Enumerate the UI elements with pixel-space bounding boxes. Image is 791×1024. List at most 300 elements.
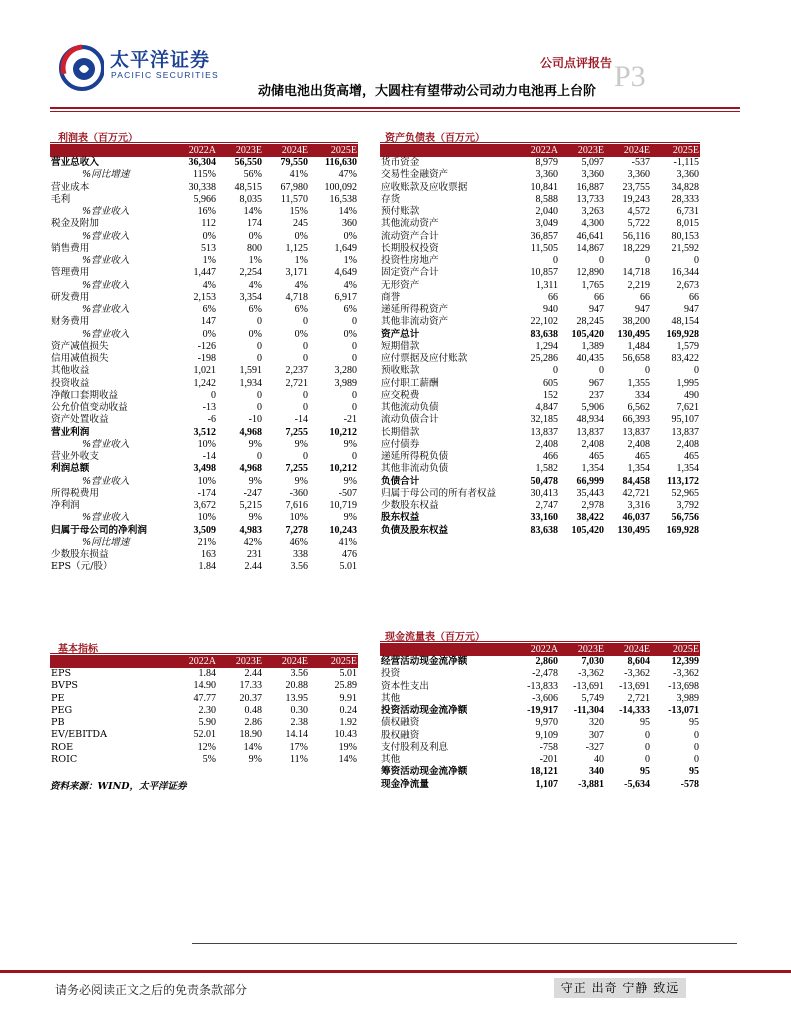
value-cell: 28,245 [576,316,604,328]
value-cell: 6,562 [627,402,650,413]
value-cell: 3.56 [290,561,308,573]
value-cell: 947 [589,304,604,315]
value-cell: 1.92 [339,717,357,728]
income-row [50,182,358,194]
value-cell: 0% [343,328,357,340]
report-type: 公司点评报告 [540,56,613,70]
row-label: 财务费用 [51,316,90,328]
value-cell: 0 [352,389,357,401]
value-cell: 4,300 [581,218,604,230]
column-header: 2025E [651,144,700,157]
value-cell: 11,570 [280,193,308,205]
value-cell: 0 [257,451,262,462]
value-cell: 466 [543,451,558,462]
value-cell: 1,934 [239,377,262,389]
column-header: 2022A [512,643,559,656]
value-cell: -13,691 [573,680,604,692]
value-cell: 10% [289,512,308,524]
row-label: 股权融资 [381,729,420,741]
value-cell: -14 [202,451,216,462]
basic-table-title: 基本指标 [58,644,98,655]
income-row [50,390,358,402]
value-cell: -198 [197,353,216,364]
income-row [50,439,358,451]
value-cell: 0 [694,741,699,753]
income-row [50,316,358,328]
value-cell: 130,495 [617,328,650,340]
value-cell: 2,721 [285,377,308,389]
value-cell: -126 [197,340,216,352]
logo-text-en: PACIFIC SECURITIES [111,70,219,80]
value-cell: 10,857 [530,267,558,279]
value-cell: 169,928 [666,328,699,340]
column-header: 2025E [309,144,358,157]
value-cell: 0.48 [244,704,262,716]
cashflow-title-line [380,641,700,642]
value-cell: 14% [243,741,262,753]
value-cell: 2,254 [239,267,262,279]
balance-row [380,329,700,341]
row-label: 其他 [381,692,401,704]
balance-row [380,390,700,402]
value-cell: 14.14 [285,729,308,741]
balance-header-row [380,144,700,157]
income-row [50,341,358,353]
value-cell: 2,747 [535,500,558,511]
value-cell: 95,107 [671,414,699,426]
cashflow-row [380,779,700,791]
value-cell: 0 [303,353,308,364]
value-cell: 0 [694,255,699,266]
value-cell: 3,989 [676,692,699,704]
value-cell: 14,718 [622,267,650,279]
income-row [50,427,358,439]
cashflow-table [380,643,700,791]
value-cell: 307 [589,729,604,741]
value-cell: 6,731 [676,206,699,217]
value-cell: -3,606 [532,692,558,704]
value-cell: 0 [257,316,262,328]
basic-row [50,668,358,680]
value-cell: 3,792 [676,500,699,511]
value-cell: 14,867 [576,242,604,254]
value-cell: 1,484 [627,340,650,352]
value-cell: 8,979 [535,157,558,168]
basic-row [50,742,358,754]
basic-row [50,717,358,729]
row-label: 预付账款 [381,206,420,217]
value-cell: 3,512 [193,426,216,438]
value-cell: 0 [553,255,558,266]
column-header: 2024E [263,144,309,157]
row-label: 应付职工薪酬 [381,377,439,389]
value-cell: 3,360 [676,169,699,181]
income-row [50,292,358,304]
value-cell: -537 [631,157,650,168]
row-label: 其他收益 [51,365,90,377]
value-cell: 56,116 [622,230,650,242]
value-cell: 2.86 [244,717,262,728]
value-cell: 56% [243,169,262,181]
value-cell: 338 [293,549,308,560]
value-cell: 105,420 [571,524,604,536]
column-header: 2022A [512,144,559,157]
cashflow-table-title: 现金流量表（百万元） [385,632,485,643]
balance-row [380,267,700,279]
value-cell: 2,408 [581,438,604,450]
value-cell: -19,917 [527,705,558,716]
value-cell: 14.90 [193,680,216,692]
income-header-row [50,144,358,157]
cashflow-header-row [380,643,700,656]
column-header: 2022A [170,655,217,668]
value-cell: 30,413 [530,487,558,499]
balance-row [380,292,700,304]
row-label: 支付股利及利息 [381,741,449,753]
value-cell: -327 [585,741,604,753]
value-cell: 237 [589,389,604,401]
value-cell: 0 [645,754,650,765]
row-label: 货币资金 [381,157,420,168]
value-cell: 3,049 [535,218,558,230]
value-cell: 1.84 [198,668,216,679]
value-cell: 2,673 [676,279,699,291]
value-cell: 95 [640,717,650,729]
value-cell: 1,582 [535,463,558,475]
value-cell: 2,237 [285,365,308,377]
value-cell: 105,420 [571,328,604,340]
basic-row [50,680,358,692]
value-cell: 21% [197,536,216,548]
value-cell: 9% [248,475,262,487]
value-cell: 3,498 [193,463,216,475]
income-row [50,267,358,279]
row-label: 投资活动现金流净额 [381,705,468,716]
value-cell: 40,435 [576,353,604,364]
value-cell: 41% [289,169,308,181]
value-cell: 1% [343,255,357,266]
value-cell: 42% [243,536,262,548]
value-cell: 6% [202,304,216,315]
balance-row [380,525,700,537]
income-row [50,488,358,500]
row-label: 营业成本 [51,181,90,193]
value-cell: 23,755 [622,181,650,193]
value-cell: 113,172 [667,475,699,487]
row-label: 应付票据及应付账款 [381,353,468,364]
row-label: EPS（元/股） [51,561,113,573]
company-logo [58,44,218,94]
row-label: PB [51,717,65,728]
value-cell: 3.56 [290,668,308,679]
value-cell: 8,604 [627,656,650,667]
row-label: 递延所得税资产 [381,304,449,315]
value-cell: 1,354 [581,463,604,475]
value-cell: 18.90 [239,729,262,741]
value-cell: 1,242 [193,377,216,389]
value-cell: 0% [202,230,216,242]
balance-row [380,243,700,255]
value-cell: 9,109 [535,729,558,741]
value-cell: 52.01 [193,729,216,741]
row-label: 流动负债合计 [381,414,439,426]
value-cell: 5,966 [193,193,216,205]
value-cell: 5,215 [239,500,262,511]
balance-row [380,280,700,292]
balance-title-line [380,142,700,143]
value-cell: 66 [548,291,558,303]
value-cell: 4,983 [239,524,262,536]
row-label: 长期借款 [381,426,420,438]
value-cell: 1,649 [334,242,357,254]
balance-row [380,182,700,194]
value-cell: 4,968 [239,463,262,475]
value-cell: 12% [197,741,216,753]
income-row [50,255,358,267]
value-cell: 0 [257,389,262,401]
value-cell: 1,294 [535,340,558,352]
row-label: 少数股东权益 [381,500,439,511]
value-cell: 28,333 [671,193,699,205]
value-cell: 10,841 [530,181,558,193]
value-cell: 10,212 [329,426,357,438]
row-label: 毛利 [51,193,71,205]
row-label: 资产处置收益 [51,414,109,426]
row-label: 所得税费用 [51,487,99,499]
value-cell: -13 [202,402,216,413]
column-header: 2024E [605,643,651,656]
value-cell: 41% [338,536,357,548]
balance-row [380,439,700,451]
value-cell: -578 [680,778,699,790]
basic-row [50,729,358,741]
value-cell: 4% [343,279,357,291]
basic-header-row [50,655,358,668]
row-label: 净敞口套期收益 [51,389,119,401]
row-label: 营业总收入 [51,157,99,168]
value-cell: -21 [343,414,357,426]
value-cell: 80,153 [671,230,699,242]
cashflow-row [380,754,700,766]
column-header: 2025E [309,655,358,668]
value-cell: 2.44 [244,668,262,679]
column-header: 2023E [559,643,605,656]
value-cell: 10,719 [329,500,357,511]
value-cell: 174 [247,218,262,230]
value-cell: 2,408 [535,438,558,450]
row-label: 归属于母公司的所有者权益 [381,487,497,499]
income-statement-table [50,144,358,574]
value-cell: 17.33 [239,680,262,692]
basic-indicators-table [50,655,358,766]
value-cell: 8,035 [239,193,262,205]
basic-title-line [50,653,358,654]
income-row [50,157,358,169]
income-row [50,463,358,475]
balance-row [380,463,700,475]
value-cell: -6 [207,414,216,426]
row-label: BVPS [51,680,79,692]
income-row [50,476,358,488]
value-cell: 13,837 [622,426,650,438]
value-cell: 33,160 [530,512,558,524]
balance-row [380,353,700,365]
row-label: 利润总额 [51,463,90,475]
value-cell: 152 [543,389,558,401]
value-cell: 0 [599,365,604,377]
row-label: %营业收入 [82,304,130,315]
value-cell: 4% [294,279,308,291]
value-cell: 56,658 [622,353,650,364]
value-cell: 0 [694,754,699,765]
value-cell: 1,021 [193,365,216,377]
row-label: 递延所得税负债 [381,451,449,462]
row-label: %营业收入 [82,512,130,524]
value-cell: 9% [248,753,262,765]
value-cell: 947 [635,304,650,315]
row-label: 研发费用 [51,291,90,303]
row-label: 债权融资 [381,717,420,729]
value-cell: 940 [543,304,558,315]
row-label: 销售费用 [51,242,90,254]
row-label: 预收账款 [381,365,420,377]
row-label: %营业收入 [82,206,130,217]
value-cell: 0 [303,316,308,328]
value-cell: 36,304 [188,157,216,168]
income-title-line [50,142,358,143]
row-label: 营业外收支 [51,451,99,462]
value-cell: 3,989 [334,377,357,389]
row-label: 负债及股东权益 [381,524,449,536]
value-cell: 0 [645,365,650,377]
income-row [50,561,358,573]
value-cell: 0% [294,230,308,242]
value-cell: 9,970 [535,717,558,729]
value-cell: -3,362 [578,668,604,680]
cashflow-row [380,717,700,729]
value-cell: 7,255 [285,463,308,475]
value-cell: 0% [248,230,262,242]
value-cell: 3,672 [193,500,216,511]
value-cell: 2,860 [535,656,558,667]
footer-bar [0,970,791,973]
value-cell: 17% [289,741,308,753]
income-row [50,378,358,390]
header-divider [50,107,740,109]
value-cell: 14% [338,753,357,765]
value-cell: 84,458 [622,475,650,487]
row-label: 经营活动现金流净额 [381,656,468,667]
value-cell: 18,229 [622,242,650,254]
logo-text-cn: 太平洋证券 [110,49,211,71]
column-header: 2024E [263,655,309,668]
income-row [50,512,358,524]
income-row [50,353,358,365]
value-cell: 0 [257,402,262,413]
value-cell: 95 [689,717,699,729]
value-cell: 1% [248,255,262,266]
value-cell: 2,978 [581,500,604,511]
value-cell: 245 [293,218,308,230]
row-label: 少数股东损益 [51,549,109,560]
value-cell: 6% [294,304,308,315]
balance-row [380,304,700,316]
value-cell: 66,999 [576,475,604,487]
value-cell: 40 [594,754,604,765]
balance-row [380,488,700,500]
value-cell: 0 [303,402,308,413]
value-cell: 3,280 [334,365,357,377]
balance-row [380,414,700,426]
row-label: %营业收入 [82,255,130,266]
value-cell: 1% [202,255,216,266]
value-cell: 36,857 [530,230,558,242]
value-cell: 15% [289,206,308,217]
value-cell: 38,200 [622,316,650,328]
value-cell: 1,354 [627,463,650,475]
value-cell: 5.01 [339,561,357,573]
value-cell: 8,588 [535,193,558,205]
value-cell: 1,389 [581,340,604,352]
value-cell: 0 [645,255,650,266]
value-cell: 147 [201,316,216,328]
column-header: 2025E [651,643,700,656]
balance-sheet-table [380,144,700,537]
value-cell: 1,765 [581,279,604,291]
value-cell: 5.01 [339,668,357,679]
income-row [50,451,358,463]
value-cell: 13.95 [285,692,308,704]
page-number: P3 [614,60,646,93]
value-cell: 25,286 [530,353,558,364]
value-cell: -14,333 [619,705,650,716]
header-blank-cell [380,643,512,656]
value-cell: 4,718 [285,291,308,303]
value-cell: 12,890 [576,267,604,279]
value-cell: 0 [645,741,650,753]
value-cell: 334 [635,389,650,401]
value-cell: -11,304 [573,705,604,716]
value-cell: 66,393 [622,414,650,426]
value-cell: 1,311 [535,279,558,291]
footer-disclaimer: 请务必阅读正文之后的免责条款部分 [55,983,248,997]
value-cell: 9% [294,475,308,487]
row-label: 商誉 [381,291,401,303]
value-cell: 16% [197,206,216,217]
balance-row [380,476,700,488]
value-cell: 67,980 [280,181,308,193]
value-cell: 465 [635,451,650,462]
value-cell: 32,185 [530,414,558,426]
value-cell: 52,965 [671,487,699,499]
balance-row [380,378,700,390]
value-cell: 0.24 [339,704,357,716]
value-cell: 0 [352,402,357,413]
value-cell: 0% [248,328,262,340]
column-header: 2023E [559,144,605,157]
value-cell: 9% [248,512,262,524]
value-cell: 46,037 [622,512,650,524]
source-note: 资料来源：WIND，太平洋证券 [50,781,187,792]
value-cell: 5,097 [581,157,604,168]
value-cell: 48,154 [671,316,699,328]
balance-row [380,500,700,512]
row-label: 现金净流量 [381,778,429,790]
row-label: 公允价值变动收益 [51,402,128,413]
cashflow-row [380,705,700,717]
value-cell: 2,408 [627,438,650,450]
balance-row [380,427,700,439]
